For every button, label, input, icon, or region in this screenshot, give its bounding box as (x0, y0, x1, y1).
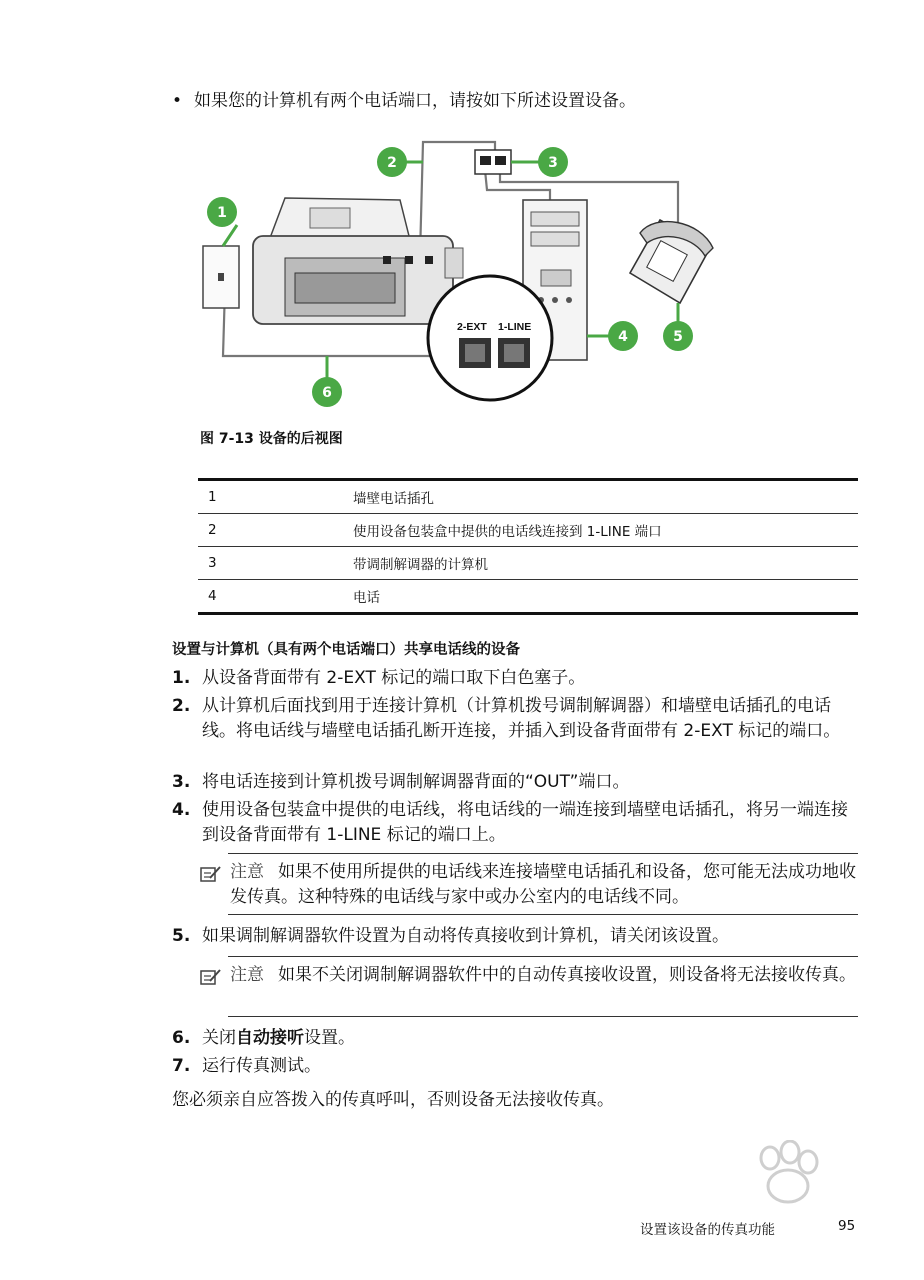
footer-section: 设置该设备的传真功能 (640, 1222, 775, 1238)
step-3: 3. 将电话连接到计算机拨号调制解调器背面的“OUT”端口。 (172, 772, 630, 792)
svg-text:1: 1 (217, 205, 227, 221)
svg-text:5: 5 (673, 329, 683, 345)
note-icon (200, 968, 222, 986)
svg-text:4: 4 (618, 329, 628, 345)
port-label-line: 1-LINE (498, 321, 532, 333)
note-rule-top (228, 853, 858, 854)
watermark-paw-icon (650, 1140, 880, 1220)
step-1: 1. 从设备背面带有 2-EXT 标记的端口取下白色塞子。 (172, 668, 586, 688)
section-title: 设置与计算机（具有两个电话端口）共享电话线的设备 (172, 642, 520, 658)
svg-text:2: 2 (387, 155, 397, 171)
table-row: 4 电话 (198, 580, 858, 614)
step-2: 2. 从计算机后面找到用于连接计算机（计算机拨号调制解调器）和墙壁电话插孔的电话线。将电话线与墙壁电话插孔断开连接，并插入到设备背面带有 2-EXT 标记的端口。 (172, 696, 841, 741)
table-row: 3 带调制解调器的计算机 (198, 547, 858, 580)
port-zoom (428, 276, 552, 400)
fax-printer (253, 198, 463, 324)
step-7: 7. 运行传真测试。 (172, 1056, 321, 1076)
step-5: 5. 如果调制解调器软件设置为自动将传真接收到计算机，请关闭该设置。 (172, 926, 729, 946)
step-4: 4. 使用设备包装盒中提供的电话线，将电话线的一端连接到墙壁电话插孔，将另一端连接到设备背面带有 1-LINE 标记的端口上。 (172, 800, 848, 845)
note-rule-bottom (228, 914, 858, 915)
svg-text:6: 6 (322, 385, 332, 401)
note-icon (200, 865, 222, 883)
table-row: 1 墙壁电话插孔 (198, 480, 858, 514)
svg-text:3: 3 (548, 155, 558, 171)
note-rule-top (228, 956, 858, 957)
rear-view-diagram (195, 128, 735, 418)
port-label-ext: 2-EXT (457, 321, 487, 333)
step-6: 6. 关闭自动接听设置。 (172, 1028, 355, 1048)
closing-text: 您必须亲自应答拨入的传真呼叫，否则设备无法接收传真。 (172, 1090, 614, 1110)
legend-table (198, 478, 858, 615)
note-rule-bottom (228, 1016, 858, 1017)
page-number: 95 (838, 1218, 856, 1234)
note-1: 注意 如果不使用所提供的电话线来连接墙壁电话插孔和设备，您可能无法成功地收发传真。这种特殊的电话线与家中或办公室内的电话线不同。 (200, 860, 858, 910)
figure-caption: 图 7-13 设备的后视图 (200, 431, 343, 447)
table-row: 2 使用设备包装盒中提供的电话线连接到 1-LINE 端口 (198, 514, 858, 547)
telephone (630, 220, 713, 303)
note-2: 注意 如果不关闭调制解调器软件中的自动传真接收设置，则设备将无法接收传真。 (200, 963, 858, 988)
intro-bullet: • 如果您的计算机有两个电话端口，请按如下所述设置设备。 (172, 91, 636, 111)
